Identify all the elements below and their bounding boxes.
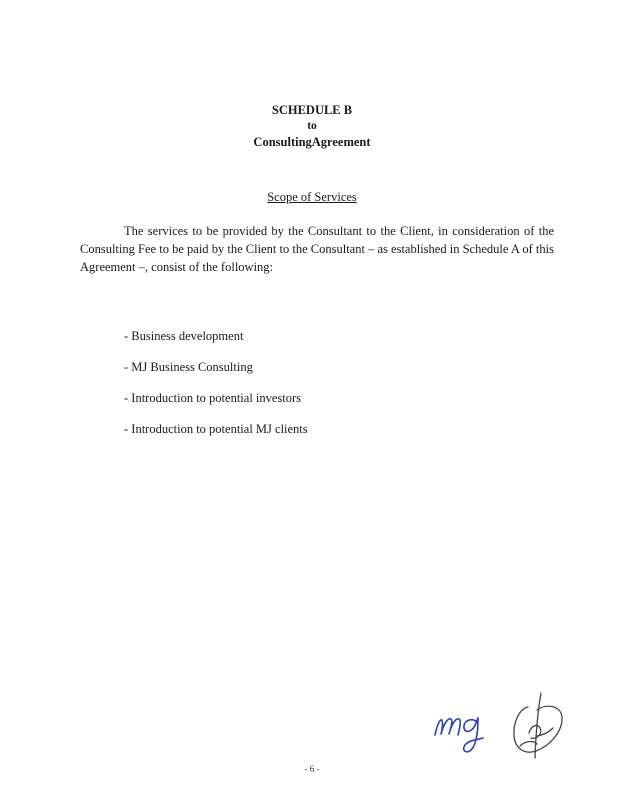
schedule-title: SCHEDULE B <box>271 103 353 117</box>
intro-paragraph: The services to be provided by the Consultant to the Client, in consideration of the Consulting Fee to be paid by the Client to the Consultant – as established in Schedule A of this Agreement –, consist of the following: <box>80 224 554 274</box>
list-item: - MJ Business Consulting <box>124 360 253 374</box>
page-number: - 6 - <box>304 764 320 774</box>
section-title: Scope of Services <box>267 190 357 204</box>
signature-block <box>425 688 575 763</box>
schedule-connector: to <box>307 120 317 132</box>
list-item: - Introduction to potential MJ clients <box>124 422 308 436</box>
agreement-title: ConsultingAgreement <box>253 135 371 149</box>
second-signature <box>514 693 562 758</box>
list-item: - Introduction to potential investors <box>124 391 302 405</box>
initials-signature <box>435 718 483 752</box>
services-list <box>124 327 308 451</box>
list-item: - Business development <box>124 329 244 343</box>
